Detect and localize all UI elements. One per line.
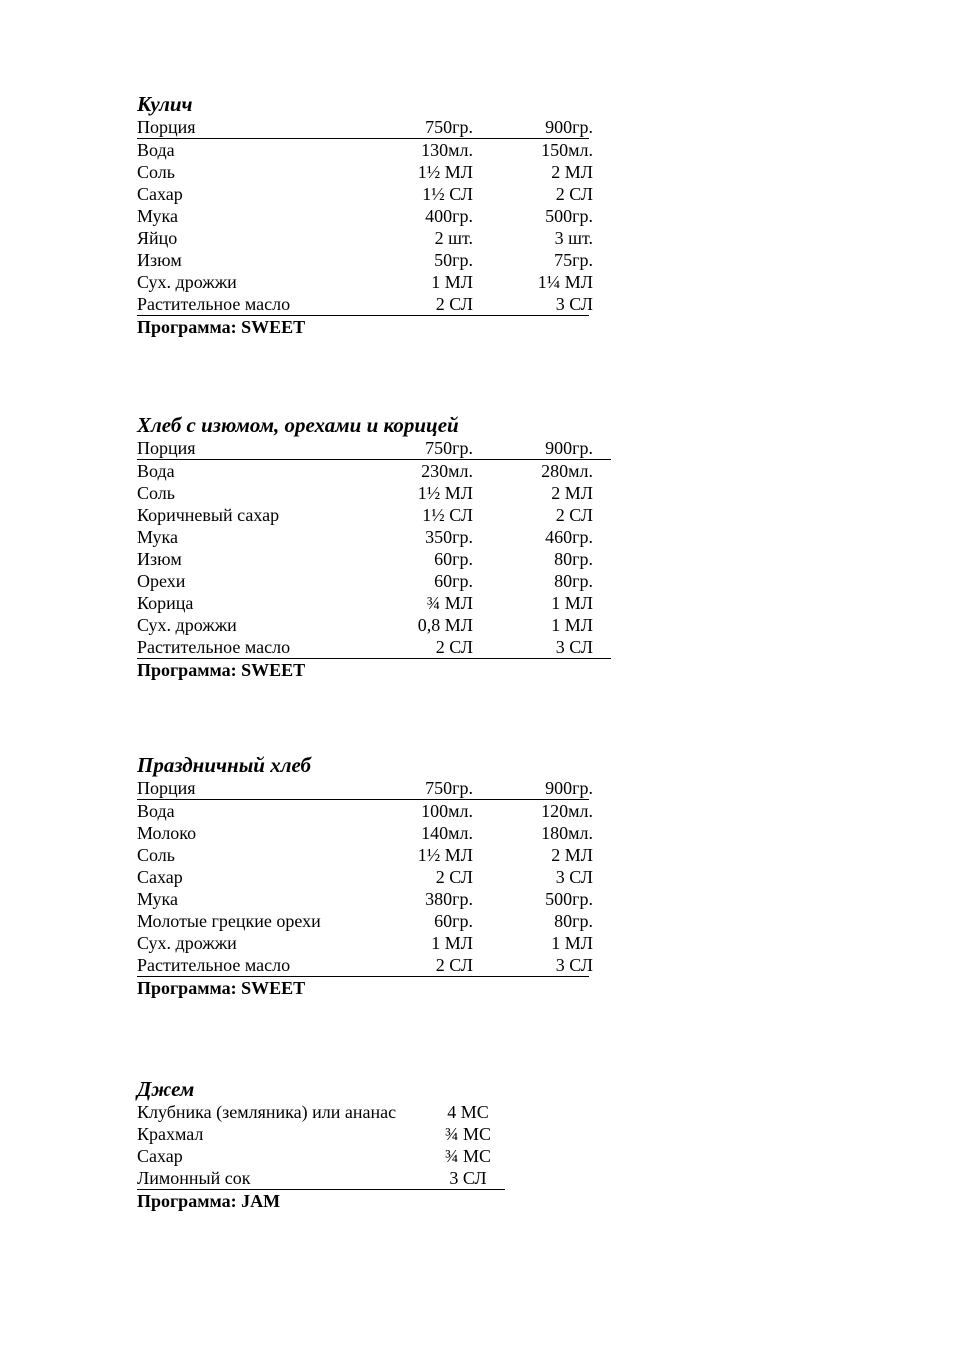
table-row [137, 161, 593, 183]
amount-900: 1¼ МЛ [537, 272, 593, 292]
amount: 4 МС [447, 1102, 489, 1122]
ingredient-name: Орехи [137, 571, 186, 591]
ingredient-name: Сух. дрожжи [137, 615, 237, 635]
ingredient-name: Мука [137, 889, 179, 909]
amount-750: ¾ МЛ [426, 593, 473, 613]
recipe-jam [137, 1077, 505, 1212]
amount-750: 60гр. [434, 549, 473, 569]
amount-750: 0,8 МЛ [417, 615, 473, 635]
portion-label: Порция [137, 778, 196, 798]
amount: ¾ МС [444, 1146, 491, 1166]
ingredient-name: Яйцо [137, 228, 178, 248]
table-row [137, 570, 611, 592]
table-row [137, 910, 593, 932]
amount-900: 3 СЛ [555, 867, 593, 887]
ingredient-name: Сахар [137, 184, 183, 204]
amount-900: 500гр. [545, 889, 593, 909]
ingredient-name: Сахар [137, 1146, 183, 1166]
amount-900: 2 СЛ [555, 184, 593, 204]
recipe-title: Праздничный хлеб [137, 753, 311, 777]
amount-900: 80гр. [554, 571, 593, 591]
ingredient-name: Изюм [137, 549, 182, 569]
amount-750: 1½ МЛ [417, 483, 473, 503]
ingredient-name: Соль [137, 845, 175, 865]
table-row [137, 844, 593, 866]
table-row [137, 636, 611, 659]
amount-750: 2 СЛ [435, 867, 473, 887]
table-row [137, 227, 593, 249]
table-row [137, 249, 593, 271]
table-row [137, 205, 593, 227]
table-row [137, 1123, 505, 1145]
ingredient-name: Клубника (земляника) или ананас [137, 1102, 397, 1122]
ingredient-name: Крахмал [137, 1124, 204, 1144]
size-900: 900гр. [545, 438, 593, 458]
table-row [137, 800, 593, 822]
program-label: Программа: SWEET [137, 317, 306, 337]
amount-900: 2 МЛ [551, 162, 593, 182]
ingredient-name: Мука [137, 527, 179, 547]
amount-900: 1 МЛ [551, 933, 593, 953]
ingredient-name: Сух. дрожжи [137, 933, 237, 953]
ingredient-name: Вода [137, 801, 175, 821]
amount-900: 2 МЛ [551, 483, 593, 503]
size-750: 750гр. [425, 117, 473, 137]
amount-900: 3 СЛ [555, 637, 593, 657]
amount-900: 2 СЛ [555, 505, 593, 525]
amount-900: 75гр. [554, 250, 593, 270]
portion-label: Порция [137, 438, 196, 458]
amount-750: 1½ МЛ [417, 162, 473, 182]
table-row [137, 548, 611, 570]
table-header-row [137, 777, 593, 800]
amount-900: 460гр. [545, 527, 593, 547]
table-row [137, 183, 593, 205]
size-900: 900гр. [545, 778, 593, 798]
amount-750: 380гр. [425, 889, 473, 909]
amount-750: 400гр. [425, 206, 473, 226]
recipe-title: Джем [137, 1077, 195, 1101]
amount-750: 350гр. [425, 527, 473, 547]
table-row [137, 1167, 505, 1190]
table-row [137, 139, 593, 161]
table-row [137, 482, 611, 504]
amount-750: 60гр. [434, 571, 473, 591]
table-row [137, 592, 611, 614]
amount-750: 2 СЛ [435, 294, 473, 314]
amount-900: 3 СЛ [555, 294, 593, 314]
amount-900: 120мл. [541, 801, 593, 821]
amount-750: 50гр. [434, 250, 473, 270]
ingredient-name: Корица [137, 593, 194, 613]
recipe-raisin-nut-bread [137, 413, 611, 681]
recipe-holiday-bread [137, 753, 593, 999]
amount-900: 180мл. [541, 823, 593, 843]
amount-900: 2 МЛ [551, 845, 593, 865]
table-row [137, 526, 611, 548]
amount-750: 2 СЛ [435, 637, 473, 657]
table-row [137, 954, 593, 977]
amount-750: 230мл. [421, 461, 473, 481]
ingredient-name: Молотые грецкие орехи [137, 911, 321, 931]
table-row [137, 504, 611, 526]
ingredient-name: Мука [137, 206, 179, 226]
amount-900: 3 шт. [554, 228, 593, 248]
amount-900: 280мл. [541, 461, 593, 481]
ingredient-name: Растительное масло [137, 294, 291, 314]
amount-750: 1½ СЛ [422, 505, 473, 525]
amount-750: 100мл. [421, 801, 473, 821]
table-header-row [137, 116, 593, 139]
table-row [137, 888, 593, 910]
ingredient-name: Вода [137, 140, 175, 160]
ingredient-name: Растительное масло [137, 637, 291, 657]
amount-900: 1 МЛ [551, 593, 593, 613]
amount: ¾ МС [444, 1124, 491, 1144]
size-900: 900гр. [545, 117, 593, 137]
table-row [137, 460, 611, 482]
amount-900: 80гр. [554, 911, 593, 931]
ingredient-name: Сахар [137, 867, 183, 887]
ingredient-name: Лимонный сок [137, 1168, 251, 1188]
recipe-title: Хлеб с изюмом, орехами и корицей [137, 413, 459, 437]
ingredient-name: Вода [137, 461, 175, 481]
ingredient-name: Изюм [137, 250, 182, 270]
program-label: Программа: SWEET [137, 978, 306, 998]
amount-750: 1 МЛ [431, 272, 473, 292]
table-row [137, 932, 593, 954]
portion-label: Порция [137, 117, 196, 137]
amount-900: 3 СЛ [555, 955, 593, 975]
amount-900: 1 МЛ [551, 615, 593, 635]
amount-750: 60гр. [434, 911, 473, 931]
ingredient-name: Сух. дрожжи [137, 272, 237, 292]
table-row [137, 1101, 505, 1123]
table-row [137, 822, 593, 844]
amount-750: 1 МЛ [431, 933, 473, 953]
amount-750: 2 СЛ [435, 955, 473, 975]
amount-750: 1½ СЛ [422, 184, 473, 204]
ingredient-name: Молоко [137, 823, 197, 843]
amount-750: 2 шт. [434, 228, 473, 248]
size-750: 750гр. [425, 438, 473, 458]
ingredient-name: Соль [137, 483, 175, 503]
amount-900: 150мл. [541, 140, 593, 160]
amount-750: 140мл. [421, 823, 473, 843]
amount-900: 80гр. [554, 549, 593, 569]
amount-750: 130мл. [421, 140, 473, 160]
table-row [137, 1145, 505, 1167]
ingredient-name: Коричневый сахар [137, 505, 280, 525]
table-header-row [137, 437, 611, 460]
amount-900: 500гр. [545, 206, 593, 226]
recipe-kulich [137, 92, 593, 338]
table-row [137, 293, 593, 316]
amount: 3 СЛ [449, 1168, 487, 1188]
program-label: Программа: JAM [137, 1191, 281, 1211]
table-row [137, 614, 611, 636]
size-750: 750гр. [425, 778, 473, 798]
table-row [137, 271, 593, 293]
ingredient-name: Соль [137, 162, 175, 182]
table-row [137, 866, 593, 888]
amount-750: 1½ МЛ [417, 845, 473, 865]
program-label: Программа: SWEET [137, 660, 306, 680]
ingredient-name: Растительное масло [137, 955, 291, 975]
recipe-title: Кулич [137, 92, 193, 116]
